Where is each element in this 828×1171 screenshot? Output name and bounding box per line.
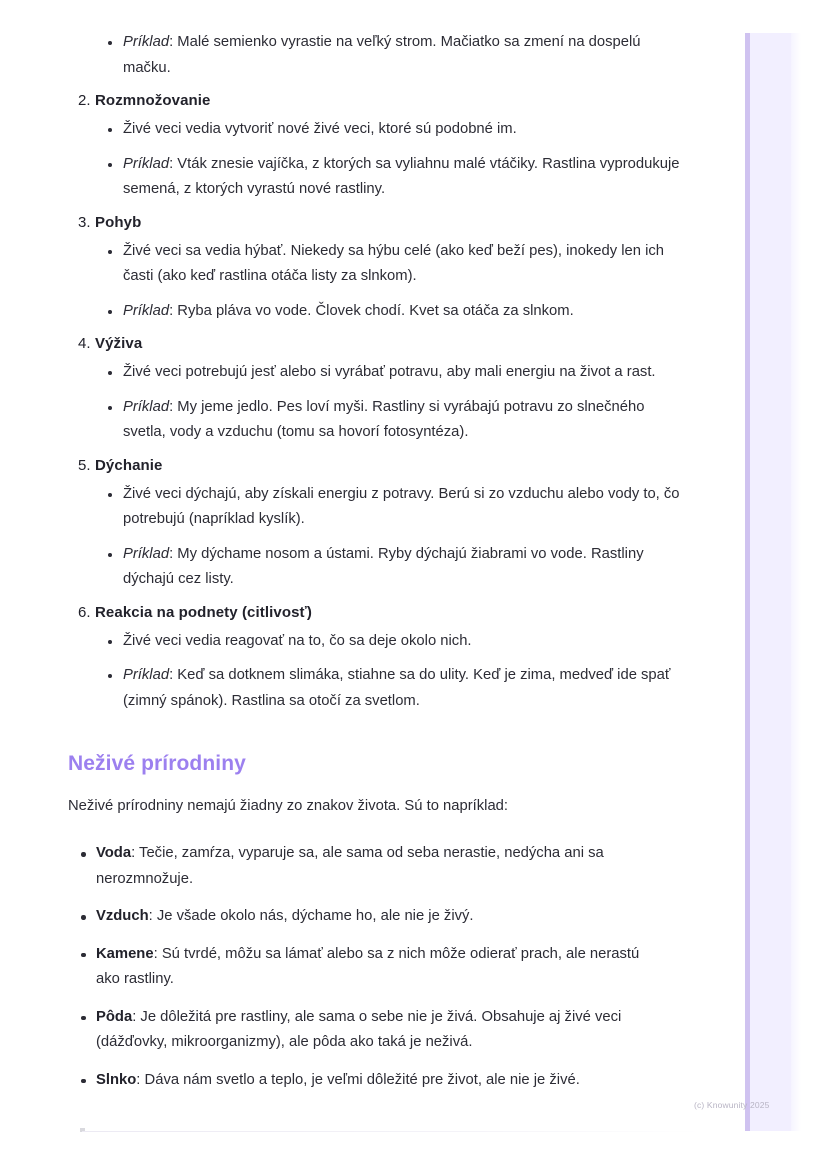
list-item — [0, 152, 700, 203]
list-item — [0, 663, 700, 714]
numbered-section — [0, 90, 700, 203]
numbered-section-bullets — [0, 30, 700, 81]
list-number-marker: 5. — [78, 456, 91, 474]
numbered-section — [0, 30, 700, 81]
label-separator: : — [169, 34, 178, 50]
numbered-section-heading — [0, 602, 700, 624]
list-item-text: Ryba pláva vo vode. Človek chodí. Kvet sa otáča za slnkom. — [177, 302, 574, 319]
term-separator: : — [136, 1071, 145, 1088]
list-item-text: Dáva nám svetlo a teplo, je veľmi dôležité pre život, ale nie je živé. — [144, 1071, 580, 1088]
list-item-term: Pôda — [96, 1008, 133, 1025]
term-separator: : — [148, 908, 157, 924]
list-item-text: Živé veci vedia reagovať na to, čo sa deje okolo nich. — [123, 632, 472, 649]
numbered-section-heading — [0, 333, 700, 355]
numbered-section-heading — [0, 212, 700, 234]
intro-paragraph: Neživé prírodniny nemajú žiadny zo znakov života. Sú to napríklad: — [68, 798, 509, 814]
list-item-text: Tečie, zamŕza, vyparuje sa, ale sama od seba nerastie, nedýcha ani sa nerozmnožuje. — [96, 845, 604, 887]
list-item-text: My dýchame nosom a ústami. Ryby dýchajú žiabrami vo vode. Rastliny dýchajú cez listy. — [123, 545, 644, 587]
term-separator: : — [132, 1008, 141, 1025]
list-item-text: Malé semienko vyrastie na veľký strom. Mačiatko sa zmení na dospelú mačku. — [123, 34, 641, 76]
list-item-term: Kamene — [96, 945, 154, 962]
label-separator: : — [169, 155, 178, 172]
list-item — [0, 1005, 700, 1056]
numbered-section-bullets — [0, 117, 700, 203]
list-item-text: Je dôležitá pre rastliny, ale sama o sebe nie je živá. Obsahuje aj živé veci (dážďovky, mikroorganizmy), ale pôda ako taká je neživá. — [96, 1008, 622, 1050]
numbered-section — [0, 602, 700, 715]
label-separator: : — [169, 302, 178, 319]
margin-highlight-strip — [745, 33, 791, 1131]
list-item-text: Vták znesie vajíčka, z ktorých sa vyliahnu malé vtáčiky. Rastlina vyprodukuje semená, z ktorých vyrastú nové rastliny. — [123, 155, 680, 197]
list-item-text: Je všade okolo nás, dýchame ho, ale nie je živý. — [156, 908, 474, 924]
list-item-text: Živé veci sa vedia hýbať. Niekedy sa hýbu celé (ako keď beží pes), inokedy len ich časti (ako keď rastlina otáča listy za slnkom). — [123, 242, 665, 284]
list-item — [0, 239, 700, 290]
numbered-section-title: Pohyb — [95, 213, 142, 231]
list-number-marker: 4. — [78, 335, 91, 352]
example-label: Príklad — [123, 545, 170, 562]
list-item — [0, 360, 700, 386]
list-item — [0, 395, 700, 446]
cut-off-divider — [82, 1131, 702, 1132]
list-item — [0, 482, 700, 533]
example-label: Príklad — [123, 398, 170, 415]
numbered-section — [0, 333, 700, 446]
list-number-marker: 2. — [78, 92, 91, 109]
numbered-sections — [0, 30, 700, 714]
page-title: Neživé prírodniny — [68, 752, 246, 775]
label-separator: : — [169, 667, 178, 683]
list-item — [0, 841, 700, 892]
list-item-term: Vzduch — [96, 908, 149, 924]
list-item-text: My jeme jedlo. Pes loví myši. Rastliny si vyrábajú potravu zo slnečného svetla, vody a vzduchu (tomu sa hovorí fotosyntéza). — [123, 398, 645, 440]
example-label: Príklad — [123, 667, 170, 683]
numbered-section-heading — [0, 90, 700, 112]
label-separator: : — [169, 398, 178, 415]
label-separator: : — [169, 545, 178, 562]
term-separator: : — [153, 945, 162, 962]
list-item — [0, 30, 700, 81]
list-item — [0, 542, 700, 593]
numbered-section-bullets — [0, 629, 700, 715]
list-item-term: Voda — [96, 845, 132, 861]
numbered-section-bullets — [0, 482, 700, 593]
numbered-section-heading — [0, 455, 700, 477]
list-item — [0, 904, 700, 930]
numbered-section — [0, 212, 700, 325]
watermark: (c) Knowunity 2025 — [694, 1100, 770, 1110]
nonliving-list — [0, 841, 700, 1093]
list-item — [0, 117, 700, 143]
term-separator: : — [131, 845, 140, 861]
example-label: Príklad — [123, 155, 170, 172]
numbered-section — [0, 455, 700, 593]
list-item — [0, 942, 700, 993]
list-item — [0, 1068, 700, 1094]
list-item — [0, 629, 700, 655]
numbered-section-bullets — [0, 239, 700, 325]
numbered-section-title: Reakcia na podnety (citlivosť) — [95, 603, 312, 621]
list-item-text: Sú tvrdé, môžu sa lámať alebo sa z nich môže odierať prach, ale nerastú ako rastliny. — [96, 945, 640, 987]
list-number-marker: 6. — [78, 603, 91, 621]
numbered-section-bullets — [0, 360, 700, 446]
list-item-term: Slnko — [96, 1071, 137, 1088]
margin-highlight-fade — [791, 33, 801, 1131]
list-number-marker: 3. — [78, 213, 91, 231]
list-item-text: Živé veci potrebujú jesť alebo si vyrábať potravu, aby mali energiu na život a rast. — [123, 364, 656, 380]
numbered-section-title: Dýchanie — [95, 456, 163, 474]
example-label: Príklad — [123, 302, 170, 319]
list-item — [0, 299, 700, 325]
list-item-text: Živé veci dýchajú, aby získali energiu z potravy. Berú si zo vzduchu alebo vody to, čo potrebujú (napríklad kyslík). — [123, 485, 680, 527]
example-label: Príklad — [123, 34, 170, 50]
list-item-text: Živé veci vedia vytvoriť nové živé veci, ktoré sú podobné im. — [123, 121, 517, 137]
list-item-text: Keď sa dotknem slimáka, stiahne sa do ulity. Keď je zima, medveď ide spať (zimný spánok). Rastlina sa otočí za svetlom. — [123, 667, 671, 709]
numbered-section-title: Výživa — [95, 335, 143, 352]
numbered-section-title: Rozmnožovanie — [95, 92, 211, 109]
